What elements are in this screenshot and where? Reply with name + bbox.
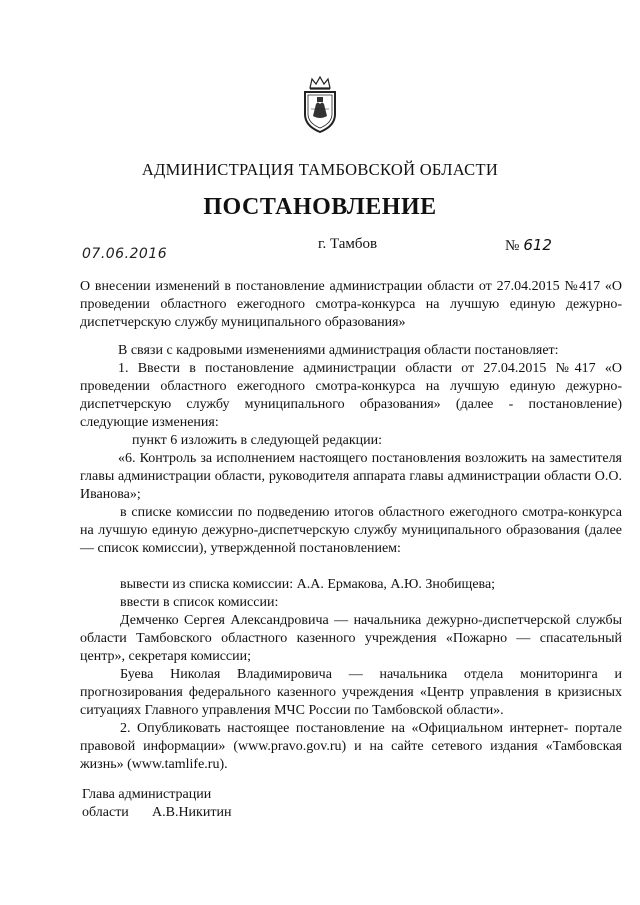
document-type-title: ПОСТАНОВЛЕНИЕ	[203, 194, 437, 220]
preamble-paragraph: В связи с кадровыми изменениями администрация области постановляет:	[118, 343, 559, 358]
commission-intro: в списке комиссии по подведению итогов областного ежегодного смотра-конкурса на лучшую единую дежурно-диспетчерскую службу муниципального образования (далее — список комиссии), утвержденной постановлением:	[80, 505, 622, 556]
document-number	[505, 236, 552, 255]
signature-position-line2: области	[82, 805, 129, 820]
organization-title: АДМИНИСТРАЦИЯ ТАМБОВСКОЙ ОБЛАСТИ	[141, 160, 499, 179]
remove-from-commission: вывести из списка комиссии: А.А. Ермакова, А.Ю. Знобищева;	[120, 577, 496, 592]
point6-intro: пункт 6 изложить в следующей редакции:	[132, 433, 382, 448]
signature-name: А.В.Никитин	[152, 805, 232, 820]
item1-paragraph: 1. Ввести в постановление администрации области от 27.04.2015 №417 «О проведении областного ежегодного смотра-конкурса на лучшую единую дежурно-диспетчерскую службу муниципального образования» (далее - постановление) следующие изменения:	[80, 361, 622, 430]
document-city: г. Тамбов	[318, 236, 378, 252]
document-date: 07.06.2016	[82, 246, 168, 262]
add-to-commission: ввести в список комиссии:	[120, 595, 279, 610]
tambov-coat-of-arms-icon	[299, 74, 341, 134]
point6-text: «6. Контроль за исполнением настоящего постановления возложить на заместителя главы администрации области, руководителя аппарата главы администрации области О.О. Иванова»;	[80, 451, 622, 502]
signature-position-line1: Глава администрации	[82, 787, 212, 802]
number-value: 612	[523, 236, 552, 254]
number-label: №	[505, 238, 520, 254]
item2-paragraph: 2. Опубликовать настоящее постановление на «Официальном интернет- портале правовой информации» (www.pravo.gov.ru) и на сайте сетевого издания «Тамбовская жизнь» (www.tamlife.ru).	[80, 721, 622, 772]
commission-member-buev: Буева Николая Владимировича — начальника отдела мониторинга и прогнозирования федерального казенного учреждения «Центр управления в кризисных ситуациях Главного управления МЧС России по Тамбовской области».	[80, 667, 622, 718]
commission-member-demchenko: Демченко Сергея Александровича — начальника дежурно-диспетчерской службы области Тамбовского областного казенного учреждения «Пожарно — спасательный центр», секретаря комиссии;	[80, 613, 622, 664]
document-subject: О внесении изменений в постановление администрации области от 27.04.2015 №417 «О проведении областного ежегодного смотра-конкурса на лучшую единую дежурно-диспетчерскую службу муниципального образования»	[80, 279, 622, 330]
